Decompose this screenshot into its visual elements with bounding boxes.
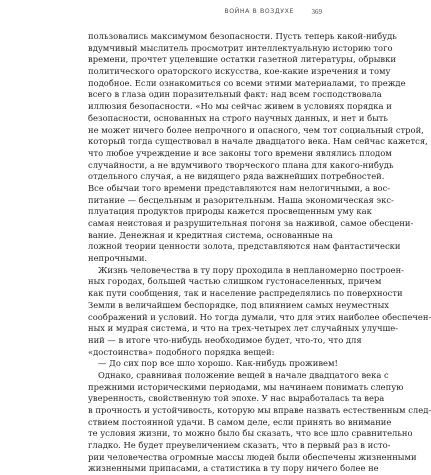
text-line: питание — бесцельным и разорительным. Наша экономическая экс-: [88, 194, 394, 205]
text-line: времени, прочтет уцелевшие остатки газетной литературы, обрывки: [88, 54, 396, 65]
page-number: 369: [311, 8, 322, 16]
text-line: политического ораторского искусства, кое-какие изречения и тому: [88, 66, 391, 77]
text-line: те условия жизни, то можно было бы сказать, что все шло сравнительно: [88, 428, 413, 439]
text-line: ных городах, большей частью слишком густонаселенных, причем: [88, 276, 382, 287]
text-line: «достоинства» подобного порядка вещей:: [88, 346, 275, 357]
text-line: иллюзия безопасности. «Но мы сейчас живем в условиях порядка и: [88, 101, 392, 112]
text-line: всего в глаза один поразительный факт: над всем господствовала: [88, 89, 382, 100]
text-line: Земли в величайшем беспорядке, под влиянием самых неуместных: [88, 299, 389, 310]
paragraph-start-line: Жизнь человечества в ту пору проходила в непланомерно построен-: [98, 264, 404, 275]
text-line: гладко. Не будет преувеличением сказать, что в первый раз в исто-: [88, 440, 391, 451]
text-line: уверенность, свойственную той эпохе. У нас выработалась та вера: [88, 393, 385, 404]
text-line: пользовались максимумом безопасности. Пусть теперь какой-нибудь: [88, 31, 397, 41]
body-text: [88, 31, 431, 475]
text-line: прежними историческими периодами, мы начинаем понимать слепую: [88, 381, 404, 392]
text-line: ных и мудрая система, и что на трех-четырех лет случайных улучше-: [88, 323, 399, 334]
dialogue-line: — До сих пор все шло хорошо. Как-нибудь проживем!: [98, 358, 338, 369]
running-header: [88, 8, 322, 20]
text-line: как пути сообщения, так и население распределялись по поверхности: [88, 288, 403, 299]
text-line: Все обычаи того времени представляются нам нелогичными, а вос-: [88, 182, 391, 193]
text-line: соображений и условий. Но тогда думали, что для этих наиболее обеспечен-: [88, 311, 431, 322]
text-line: вание. Денежная и кредитная система, основанные на: [88, 229, 333, 240]
text-line: ний — в итоге что-нибудь необходимое будет, что-то, что для: [88, 334, 362, 345]
text-line: жизненными припасами, а статистика в ту пору ничего более не: [88, 463, 379, 474]
text-line: отдельного случая, а не видящего ряда важнейших потребностей.: [88, 171, 385, 182]
paragraph-start-line: Однако, сравнивая положение вещей в начале двадцатого века с: [98, 369, 389, 380]
text-line: самая неистовая и разрушительная погоня за наживой, самое обесцени-: [88, 218, 414, 228]
text-line: случайности, а не вдумчивого творческого плана для какого-нибудь: [88, 159, 394, 170]
text-line: подобное. Если ознакомиться со всеми этими материалами, то прежде: [88, 77, 406, 88]
text-line: непрочными.: [88, 253, 148, 264]
running-header-title: ВОЙНА В ВОЗДУХЕ: [224, 8, 294, 15]
text-line: ложной теории ценности золота, представляются нам фантастически: [88, 241, 401, 252]
text-line: рии человечества огромные массы людей были обеспечены жизненными: [88, 451, 417, 462]
text-line: не может ничего более непрочного и опасного, чем тот социальный строй,: [88, 124, 424, 135]
text-line: в прочность и устойчивость, которую мы вправе назвать естественным след-: [88, 405, 431, 415]
text-line: плуатация продуктов природы кажется просвещенным уму как: [88, 206, 372, 217]
text-line: ствием постоянной удачи. В самом деле, если принять во внимание: [88, 416, 392, 427]
text-line: вдумчивый мыслитель просмотрит интеллектуальную историю того: [88, 42, 393, 53]
text-line: что любое учреждение и все законы того времени являлись плодом: [88, 147, 392, 158]
text-line: безопасности, основанных на строго научных данных, и нет и быть: [88, 112, 388, 123]
text-line: который тогда существовал в начале двадцатого века. Нам сейчас кажется,: [88, 136, 428, 147]
